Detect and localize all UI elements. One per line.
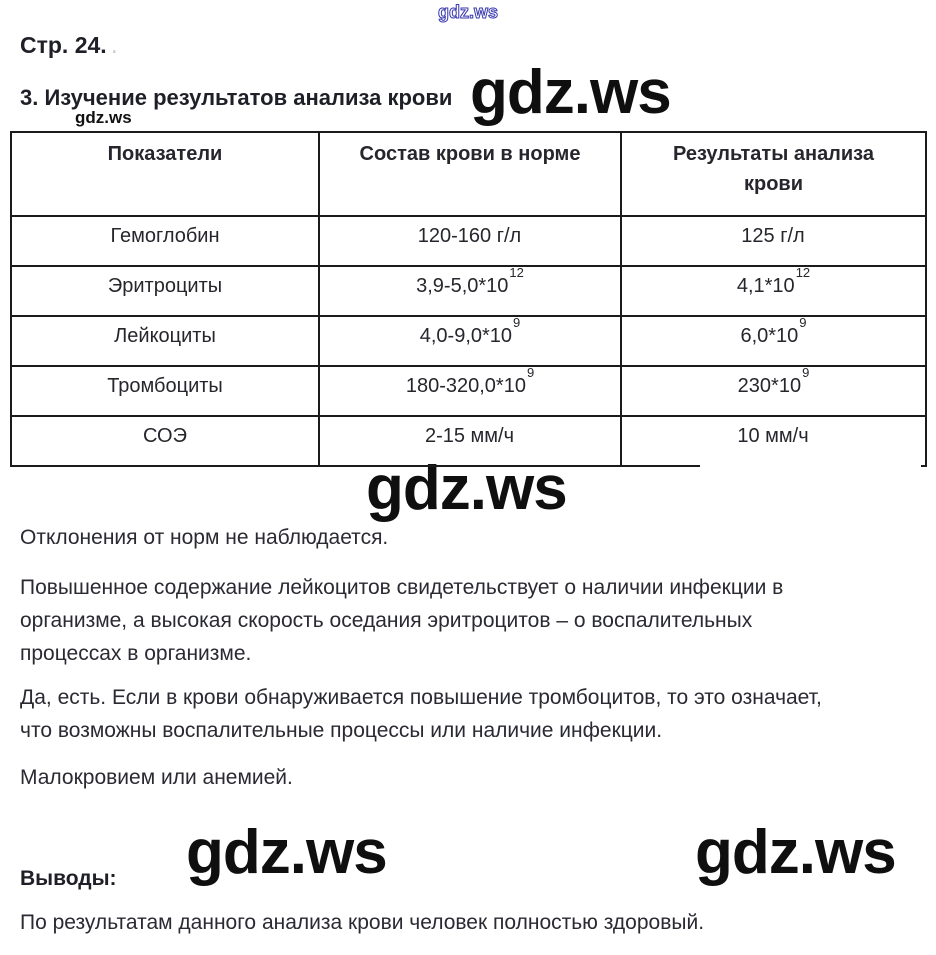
result-value: 10 мм/ч xyxy=(737,425,809,447)
cell-norm xyxy=(319,366,621,416)
answer-line: что возможны воспалительные процессы или наличие инфекции. xyxy=(20,719,663,742)
answer-paragraph-4 xyxy=(20,761,910,794)
conclusion-text xyxy=(20,906,910,939)
norm-value: 3,9-5,0*10 xyxy=(416,275,509,297)
watermark-bottom-left: gdz.ws xyxy=(186,818,387,887)
cell-indicator: Гемоглобин xyxy=(11,216,319,266)
cell-norm xyxy=(319,416,621,466)
norm-exponent: 9 xyxy=(526,365,535,381)
col-header-indicator-text: Показатели xyxy=(107,143,223,165)
answer-paragraph-3 xyxy=(20,681,910,747)
col-header-norm xyxy=(319,132,621,216)
watermark-center: gdz.ws xyxy=(366,454,567,523)
result-exponent: 9 xyxy=(802,365,810,381)
answer-line: процессах в организме. xyxy=(20,642,252,665)
cell-norm xyxy=(319,266,621,316)
result-value: 6,0*10 xyxy=(740,325,799,347)
section-title: 3. Изучение результатов анализа крови xyxy=(20,85,453,110)
answer-line: Малокровием или анемией. xyxy=(20,766,293,789)
answer-line: Да, есть. Если в крови обнаруживается повышение тромбоцитов, то это означает, xyxy=(20,686,822,709)
cell-result xyxy=(621,366,926,416)
table-row xyxy=(11,216,926,266)
norm-exponent: 9 xyxy=(513,315,521,331)
table-row xyxy=(11,266,926,316)
answer-line: Повышенное содержание лейкоцитов свидетельствует о наличии инфекции в xyxy=(20,576,784,599)
norm-value: 120-160 г/л xyxy=(417,225,522,247)
col-header-norm-text: Состав крови в норме xyxy=(359,143,581,165)
table-bottom-border-gap xyxy=(700,462,921,467)
blood-analysis-table-wrap xyxy=(10,131,925,467)
cell-indicator: Эритроциты xyxy=(11,266,319,316)
table-row xyxy=(11,416,926,466)
answer-line: Отклонения от норм не наблюдается. xyxy=(20,526,389,549)
page-number-faint-dot: . xyxy=(106,37,117,57)
norm-exponent: 12 xyxy=(509,265,524,281)
cell-norm xyxy=(319,216,621,266)
cell-norm xyxy=(319,316,621,366)
watermark-title: gdz.ws xyxy=(470,58,671,127)
result-value: 125 г/л xyxy=(741,225,805,247)
answer-paragraph-1 xyxy=(20,521,910,554)
result-exponent: 9 xyxy=(799,315,807,331)
blood-analysis-table xyxy=(10,131,927,467)
result-exponent: 12 xyxy=(795,265,811,281)
watermark-top: gdz.ws xyxy=(437,2,498,22)
cell-indicator: Тромбоциты xyxy=(11,366,319,416)
answer-paragraph-2 xyxy=(20,571,910,670)
page-number-heading xyxy=(20,32,117,59)
norm-value: 180-320,0*10 xyxy=(405,375,526,397)
cell-result xyxy=(621,216,926,266)
col-header-result-line1: Результаты анализа xyxy=(673,143,874,165)
result-value: 230*10 xyxy=(737,375,802,397)
cell-indicator: СОЭ xyxy=(11,416,319,466)
norm-value: 4,0-9,0*10 xyxy=(419,325,513,347)
table-header-row xyxy=(11,132,926,216)
table-row xyxy=(11,366,926,416)
cell-result xyxy=(621,266,926,316)
result-value: 4,1*10 xyxy=(736,275,795,297)
cell-result xyxy=(621,316,926,366)
conclusions-label: Выводы: xyxy=(20,867,117,890)
cell-result xyxy=(621,416,926,466)
answer-line: По результатам данного анализа крови человек полностью здоровый. xyxy=(20,911,705,934)
col-header-result xyxy=(621,132,926,216)
watermark-bottom-right: gdz.ws xyxy=(695,818,896,887)
page-number-text: Стр. 24. xyxy=(20,32,107,58)
norm-value: 2-15 мм/ч xyxy=(424,425,515,447)
table-row xyxy=(11,316,926,366)
cell-indicator: Лейкоциты xyxy=(11,316,319,366)
col-header-result-line2: крови xyxy=(743,173,804,195)
watermark-small: gdz.ws xyxy=(75,108,132,127)
col-header-indicator xyxy=(11,132,319,216)
answer-line: организме, а высокая скорость оседания эритроцитов – о воспалительных xyxy=(20,609,753,632)
